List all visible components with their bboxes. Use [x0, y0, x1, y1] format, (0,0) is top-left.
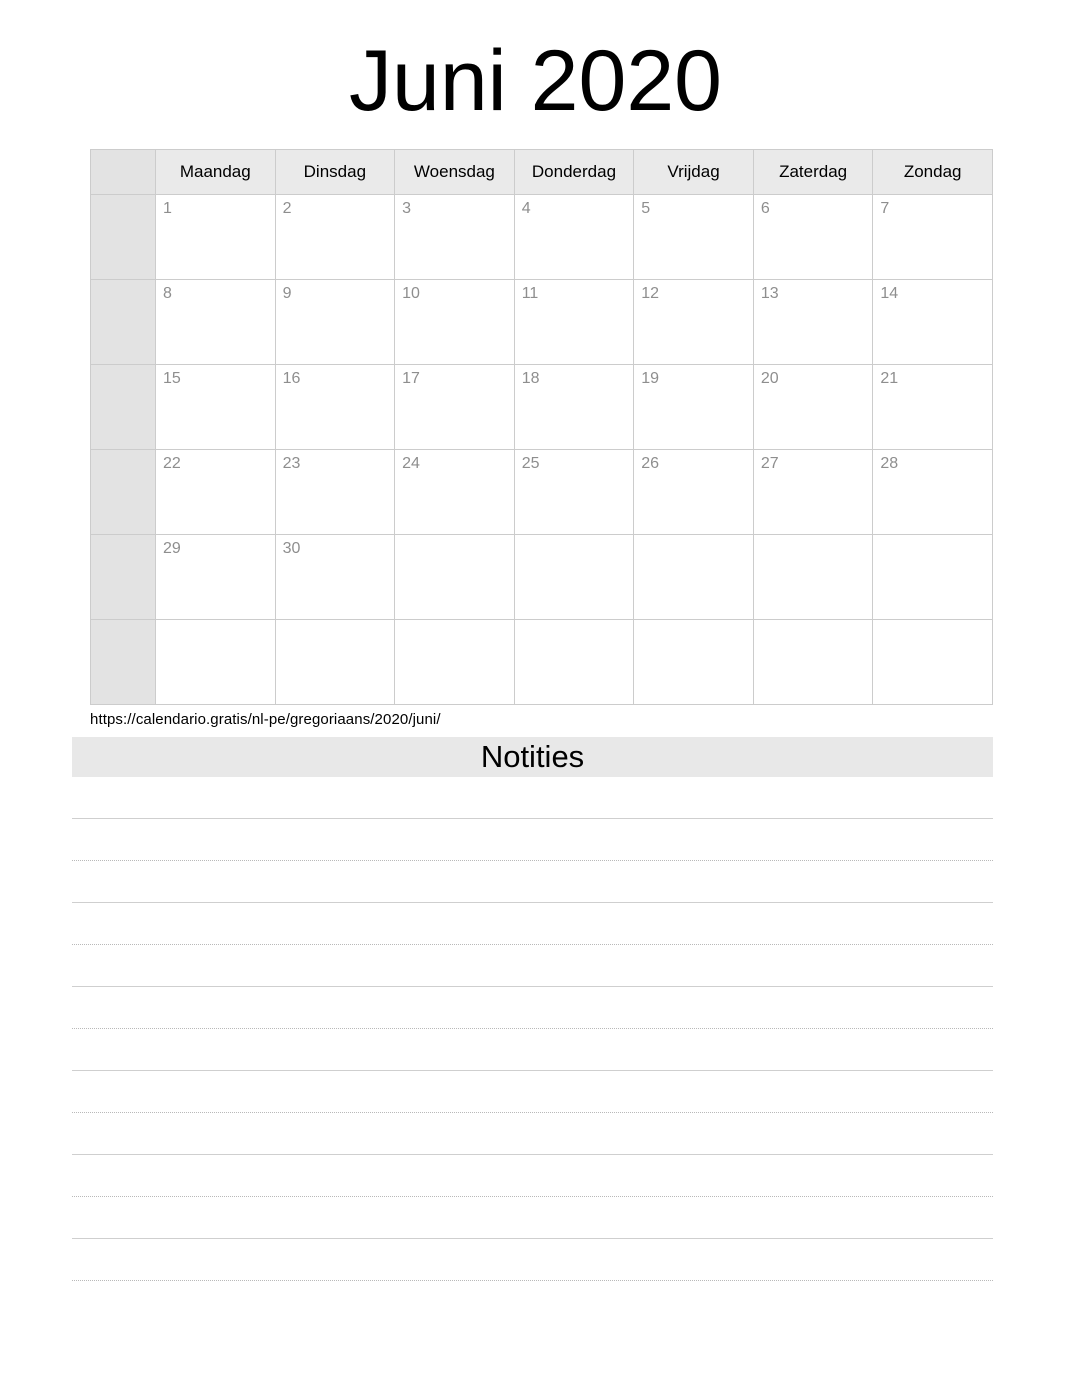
calendar-table: [90, 149, 993, 705]
day-number: [873, 535, 992, 541]
weekday-wednesday: Woensdag: [395, 150, 515, 195]
week-number-cell: [91, 620, 156, 705]
note-line[interactable]: [72, 1155, 993, 1197]
day-cell[interactable]: [634, 620, 754, 705]
day-cell[interactable]: [873, 535, 993, 620]
day-number: [276, 620, 395, 626]
day-cell[interactable]: [156, 365, 276, 450]
day-number: 29: [163, 540, 181, 557]
day-cell[interactable]: [395, 535, 515, 620]
day-number: 28: [880, 455, 899, 472]
day-number: [515, 535, 634, 541]
day-cell[interactable]: [514, 535, 634, 620]
day-cell[interactable]: [753, 620, 873, 705]
day-number: 20: [760, 370, 779, 387]
day-number: 22: [163, 455, 181, 472]
week-number-corner: [91, 150, 156, 195]
day-cell[interactable]: [873, 195, 993, 280]
day-number: 15: [163, 370, 181, 387]
day-number: 1: [163, 200, 172, 217]
day-cell[interactable]: [753, 280, 873, 365]
day-number: [634, 535, 753, 541]
note-line[interactable]: [72, 1239, 993, 1281]
day-number: 30: [282, 540, 301, 557]
day-number: 2: [282, 200, 292, 217]
day-number: 11: [521, 285, 539, 302]
weekday-thursday: Donderdag: [514, 150, 634, 195]
day-number: [754, 535, 873, 541]
day-number: [634, 620, 753, 626]
day-cell[interactable]: [514, 195, 634, 280]
weekday-tuesday: Dinsdag: [275, 150, 395, 195]
weekday-header-row: [91, 150, 993, 195]
day-cell[interactable]: [156, 280, 276, 365]
day-cell[interactable]: [753, 535, 873, 620]
weekday-saturday: Zaterdag: [753, 150, 873, 195]
day-number: 19: [641, 370, 660, 387]
day-number: 26: [641, 455, 660, 472]
day-number: 25: [521, 455, 540, 472]
note-line[interactable]: [72, 861, 993, 903]
day-cell[interactable]: [275, 365, 395, 450]
weekday-sunday: Zondag: [873, 150, 993, 195]
day-cell[interactable]: [634, 195, 754, 280]
day-cell[interactable]: [156, 535, 276, 620]
day-number: 8: [163, 285, 172, 302]
note-line[interactable]: [72, 903, 993, 945]
day-number: 5: [641, 200, 651, 217]
weekday-friday: Vrijdag: [634, 150, 754, 195]
day-number: [515, 620, 634, 626]
week-number-cell: [91, 195, 156, 280]
day-number: 6: [760, 200, 770, 217]
day-cell[interactable]: [275, 620, 395, 705]
note-line[interactable]: [72, 1071, 993, 1113]
calendar-week-row: [91, 195, 993, 280]
day-cell[interactable]: [753, 450, 873, 535]
day-number: 21: [880, 370, 899, 387]
day-number: 14: [880, 285, 899, 302]
day-number: 10: [402, 285, 420, 302]
day-cell[interactable]: [514, 450, 634, 535]
calendar-week-row: [91, 620, 993, 705]
day-cell[interactable]: [395, 365, 515, 450]
day-cell[interactable]: [395, 620, 515, 705]
day-cell[interactable]: [395, 450, 515, 535]
calendar-body: [91, 195, 993, 705]
day-cell[interactable]: [514, 365, 634, 450]
source-url[interactable]: https://calendario.gratis/nl-pe/gregoriaans/2020/juni/: [90, 711, 441, 728]
calendar-header: [91, 150, 993, 195]
week-number-cell: [91, 365, 156, 450]
note-line[interactable]: [72, 1113, 993, 1155]
day-cell[interactable]: [753, 195, 873, 280]
notes-title: Notities: [72, 737, 993, 777]
day-cell[interactable]: [634, 365, 754, 450]
day-cell[interactable]: [873, 280, 993, 365]
day-number: [395, 620, 514, 626]
day-cell[interactable]: [156, 450, 276, 535]
day-number: 27: [760, 455, 779, 472]
day-cell[interactable]: [156, 620, 276, 705]
calendar-container: [90, 149, 993, 705]
day-cell[interactable]: [873, 620, 993, 705]
note-line[interactable]: [72, 987, 993, 1029]
note-line[interactable]: [72, 1197, 993, 1239]
day-number: 12: [641, 285, 660, 302]
note-line[interactable]: [72, 777, 993, 819]
week-number-cell: [91, 535, 156, 620]
day-number: [156, 620, 275, 626]
day-number: 16: [282, 370, 301, 387]
day-cell[interactable]: [753, 365, 873, 450]
day-cell[interactable]: [275, 450, 395, 535]
calendar-week-row: [91, 535, 993, 620]
day-cell[interactable]: [275, 535, 395, 620]
day-cell[interactable]: [275, 195, 395, 280]
day-number: 24: [402, 455, 420, 472]
day-cell[interactable]: [514, 280, 634, 365]
day-number: 13: [760, 285, 779, 302]
day-number: [395, 535, 514, 541]
day-cell[interactable]: [873, 450, 993, 535]
weekday-monday: Maandag: [156, 150, 276, 195]
calendar-week-row: [91, 280, 993, 365]
day-cell[interactable]: [275, 280, 395, 365]
day-number: 17: [402, 370, 420, 387]
day-cell[interactable]: [634, 450, 754, 535]
week-number-cell: [91, 450, 156, 535]
day-cell[interactable]: [395, 195, 515, 280]
day-number: [873, 620, 992, 626]
day-cell[interactable]: [873, 365, 993, 450]
note-line[interactable]: [72, 1029, 993, 1071]
day-cell[interactable]: [634, 280, 754, 365]
week-number-cell: [91, 280, 156, 365]
day-cell[interactable]: [156, 195, 276, 280]
day-number: 23: [282, 455, 301, 472]
day-cell[interactable]: [514, 620, 634, 705]
note-line[interactable]: [72, 819, 993, 861]
notes-section: [72, 737, 993, 1281]
day-number: 4: [521, 200, 531, 217]
calendar-week-row: [91, 365, 993, 450]
day-number: 3: [402, 200, 412, 217]
day-number: 7: [880, 200, 890, 217]
day-number: 18: [521, 370, 540, 387]
day-number: [754, 620, 873, 626]
page-title: Juni 2020: [349, 33, 722, 129]
day-cell[interactable]: [634, 535, 754, 620]
day-cell[interactable]: [395, 280, 515, 365]
note-line[interactable]: [72, 945, 993, 987]
calendar-week-row: [91, 450, 993, 535]
day-number: 9: [282, 285, 292, 302]
